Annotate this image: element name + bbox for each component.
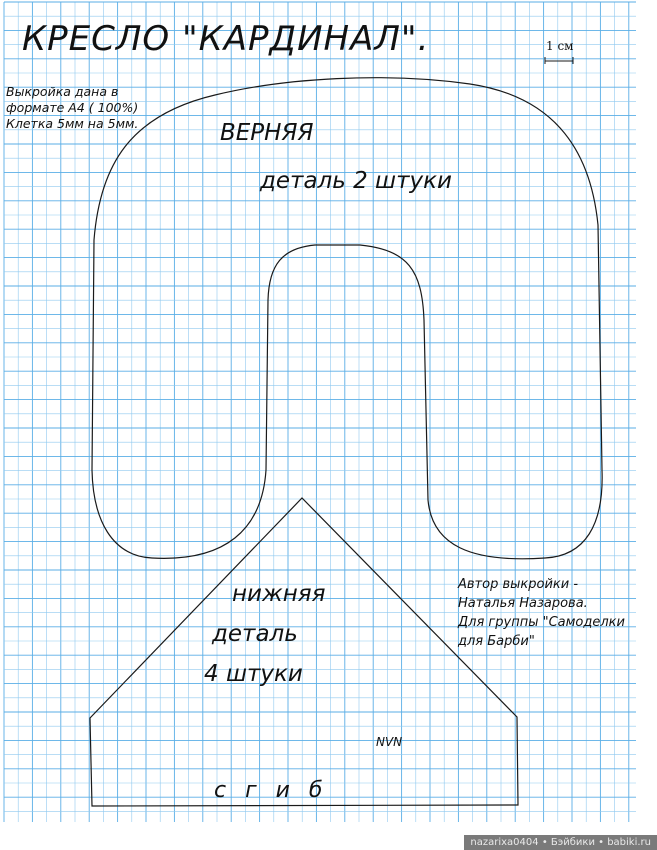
- format-note-line: Выкройка дана в: [6, 84, 119, 99]
- scale-label: 1 см: [546, 39, 574, 53]
- upper-part-count: деталь 2 штуки: [260, 168, 452, 194]
- author-credit-line: для Барби": [458, 634, 535, 649]
- author-initials: NVN: [376, 735, 403, 749]
- author-credit: [458, 575, 625, 651]
- site-watermark: nazarixa0404 • Бэйбики • babiki.ru: [464, 835, 657, 850]
- author-credit-line: Наталья Назарова.: [458, 596, 588, 611]
- format-note: [6, 84, 138, 132]
- upper-part-label: ВЕРНЯЯ: [220, 120, 314, 146]
- format-note-line: формате А4 ( 100%): [6, 100, 139, 115]
- page-title: КРЕСЛО "КАРДИНАЛ".: [22, 19, 430, 59]
- lower-part-label: нижняя: [232, 581, 326, 607]
- author-credit-line: Для группы "Самоделки: [458, 615, 625, 630]
- fold-label: с г и б: [214, 778, 329, 803]
- author-credit-line: Автор выкройки -: [458, 577, 579, 592]
- format-note-line: Клетка 5мм на 5мм.: [6, 116, 139, 131]
- lower-part-count: 4 штуки: [204, 661, 303, 687]
- lower-part-label-2: деталь: [212, 621, 298, 647]
